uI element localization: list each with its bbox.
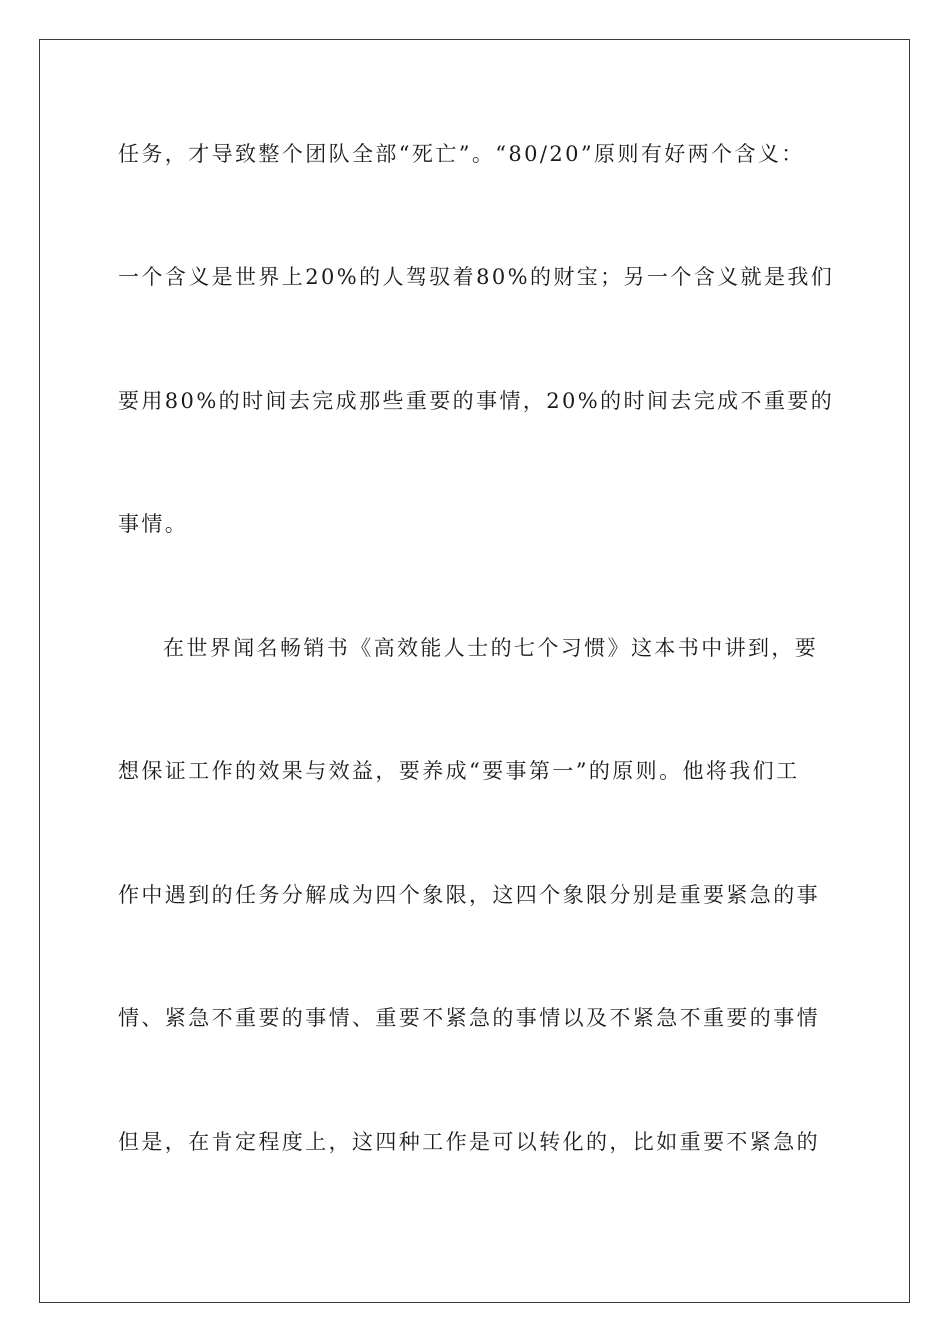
paragraph-line-2: 一个含义是世界上20%的人驾驭着80%的财宝；另一个含义就是我们 <box>118 265 835 289</box>
paragraph-line-7: 作中遇到的任务分解成为四个象限，这四个象限分别是重要紧急的事 <box>118 883 820 907</box>
paragraph-line-9: 但是，在肯定程度上，这四种工作是可以转化的，比如重要不紧急的 <box>118 1130 820 1154</box>
paragraph-line-5: 在世界闻名畅销书《高效能人士的七个习惯》这本书中讲到，要 <box>163 636 819 660</box>
page-border <box>39 39 910 1303</box>
paragraph-line-6: 想保证工作的效果与效益，要养成“要事第一”的原则。他将我们工 <box>118 759 800 783</box>
paragraph-line-1: 任务，才导致整个团队全部“死亡”。“80/20”原则有好两个含义： <box>118 142 805 166</box>
paragraph-line-4: 事情。 <box>118 512 189 536</box>
paragraph-line-3: 要用80%的时间去完成那些重要的事情，20%的时间去完成不重要的 <box>118 389 835 413</box>
paragraph-line-8: 情、紧急不重要的事情、重要不紧急的事情以及不紧急不重要的事情 <box>118 1006 820 1030</box>
